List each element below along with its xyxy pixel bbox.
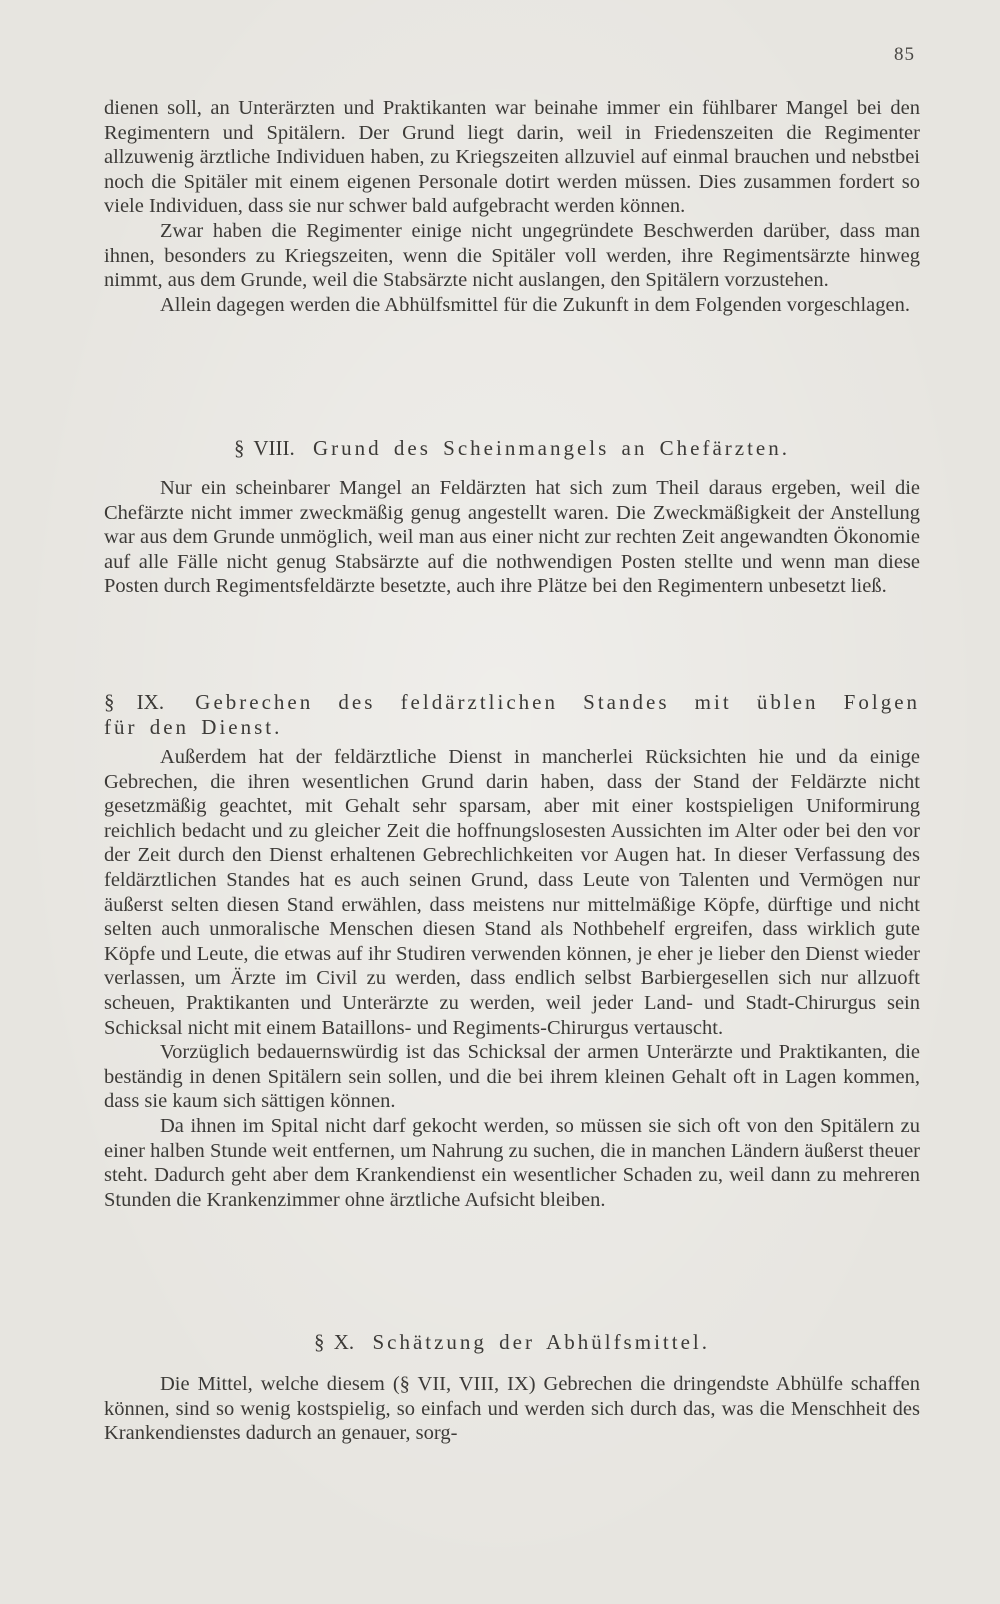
paragraph: Allein dagegen werden die Abhülfsmittel für die Zukunft in dem Folgenden vorgeschlagen. — [160, 293, 910, 316]
section-mark: § VIII. — [234, 436, 295, 460]
paragraph: Da ihnen im Spital nicht darf gekocht werden, so müssen sie sich oft von den Spitälern zu einer halben Stunde weit entfernen, um Nahrung zu suchen, die in manchen Ländern äußerst theuer steht. Dadurch geht aber dem Krankendienst ein wesentlicher Schaden zu, weil dann zu mehreren Stunden die Krankenzimmer ohne ärztliche Aufsicht bleiben. — [104, 1114, 920, 1211]
paragraph: dienen soll, an Unterärzten und Praktikanten war beinahe immer ein fühlbarer Mangel bei den Regimentern und Spitälern. Der Grund liegt darin, weil in Friedenszeiten die Regimenter allzuwenig ärztliche Individuen haben, zu Kriegszeiten allzuviel auf einmal brauchen und nebstbei noch die Spitäler mit einem eigenen Personale dotirt werden müssen. Dies zusammen fordert so viele Individuen, dass sie nur schwer bald aufgebracht werden können. — [104, 97, 920, 218]
section-heading-9 — [104, 690, 920, 740]
section-mark: § IX. — [104, 690, 165, 714]
paragraph: Außerdem hat der feldärztliche Dienst in mancherlei Rücksichten hie und da einige Gebrechen, die ihren wesentlichen Grund darin haben, dass der Stand der Feldärzte nicht gesetzmäßig geachtet, mit Gehalt sehr sparsam, aber mit einer kostspieligen Uniformirung reichlich bedacht und zu gleicher Zeit die hoffnungslosesten Aussichten im Alter oder bei den vor der Zeit durch den Dienst erhaltenen Gebrechlichkeiten vor Augen hat. In dieser Verfassung des feldärztlichen Standes hat es auch seinen Grund, dass Leute von Talenten und Vermögen nur äußerst selten diesen Stand erwählen, dass meistens nur mittelmäßige Köpfe, dürftige und nicht selten auch unmoralische Menschen diesen Stand als Nothbehelf ergreifen, dass wirklich gute Köpfe und Leute, die etwas auf ihr Studiren verwenden können, je eher je lieber den Dienst wieder verlassen, um Ärzte im Civil zu werden, dass endlich selbst Barbiergesellen sich nur allzuoft scheuen, Praktikanten und Unterärzte zu werden, weil jeder Land- und Stadt-Chirurgus sein Schicksal nicht mit einem Bataillons- und Regiments-Chirurgus vertauscht. — [104, 746, 920, 1039]
opening-text — [104, 96, 920, 317]
section-title: Schätzung der Abhülfsmittel. — [372, 1330, 710, 1354]
section-10-text — [104, 1372, 920, 1446]
paragraph: Die Mittel, welche diesem (§ VII, VIII, IX) Gebrechen die dringendste Abhülfe schaffen können, sind so wenig kostspielig, so einfach und werden sich durch das, was die Menschheit des Krankendienstes dadurch an genauer, sorg- — [104, 1373, 920, 1445]
section-heading-8 — [104, 436, 920, 461]
paragraph: Nur ein scheinbarer Mangel an Feldärzten hat sich zum Theil daraus ergeben, weil die Chefärzte nicht immer zweckmäßig genug angestellt waren. Die Zweckmäßigkeit der Anstellung war aus dem Grunde unmöglich, weil man aus einer nicht zur rechten Zeit angewandten Ökonomie auf alle Fälle nicht genug Stabsärzte auf die nothwendigen Posten stellte und wenn man diese Posten durch Regimentsfeldärzte besetzte, auch ihre Plätze bei den Regimentern unbesetzt ließ. — [104, 477, 920, 598]
section-mark: § X. — [314, 1330, 355, 1354]
section-9-text — [104, 745, 920, 1212]
paragraph: Vorzüglich bedauernswürdig ist das Schicksal der armen Unterärzte und Praktikanten, die beständig in denen Spitälern sein sollen, und die bei ihrem kleinen Gehalt oft in Lagen kommen, dass sie kaum sich sättigen können. — [104, 1041, 920, 1113]
section-8-text — [104, 476, 920, 599]
paragraph: Zwar haben die Regimenter einige nicht ungegründete Beschwerden darüber, dass man ihnen, besonders zu Kriegszeiten, wenn die Spitäler voll werden, ihre Regimentsärzte hinweg nimmt, aus dem Grunde, weil die Stabsärzte nicht auslangen, den Spitälern vorzustehen. — [104, 219, 920, 292]
section-heading-10 — [104, 1330, 920, 1355]
page-number: 85 — [894, 44, 915, 65]
section-title-line — [104, 690, 920, 715]
section-title: Grund des Scheinmangels an Chefärzten. — [313, 436, 790, 460]
section-title-continued: für den Dienst. — [104, 715, 283, 739]
section-title: Gebrechen des feldärztlichen Standes mit üblen Folgen — [195, 690, 921, 714]
